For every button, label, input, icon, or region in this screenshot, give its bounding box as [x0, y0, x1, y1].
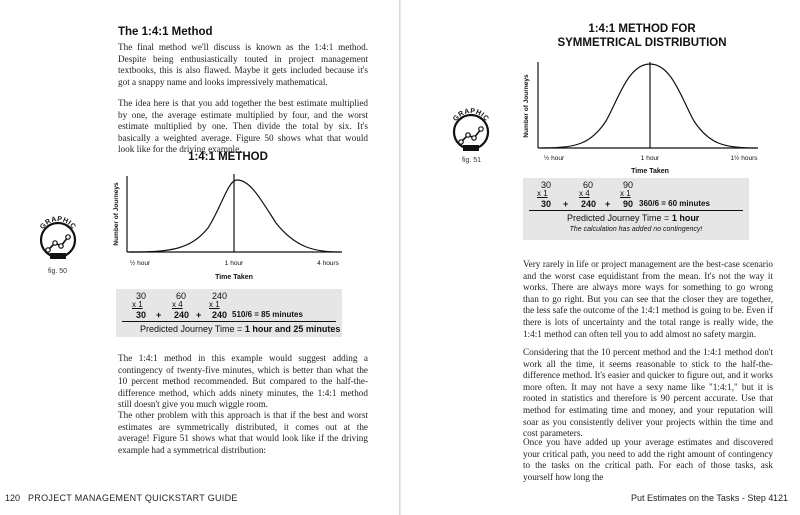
calc-multiplier: x 1: [132, 300, 143, 309]
calc-multiplier: x 1: [537, 189, 548, 198]
graphic-badge-label: GRAPHIC: [39, 215, 77, 231]
calc-multiplier: x 4: [172, 300, 183, 309]
bell-curve-chart: [110, 168, 350, 286]
section-heading: The 1:4:1 Method: [118, 26, 213, 38]
paragraph-intro: The final method we'll discuss is known as the 1:4:1 method. Despite being enthusiastically touted in project management textbooks, this is also flawed. Maybe it gets included because it's got a snappy name and looks impressively mathematical.: [118, 42, 368, 87]
calc-value: 30: [541, 180, 552, 190]
calc-plus: +: [563, 199, 569, 209]
page-number: 120: [5, 493, 21, 503]
x-tick-label: ½ hour: [129, 260, 151, 267]
paragraph-recommendation: Considering that the 10 percent method and the 1:4:1 method don't work all the time, it seems reasonable to stick to the half-the-difference method. It's easier and quicker to figure out, and it works more often. It may not have a sexy name like "1:4:1," but it is rooted in statistics and therefore is 90 percent accurate. Use that method for estimating time and money, and your reputation will soar as you consistently deliver your projects within the time and cost parameters.: [523, 347, 773, 439]
predicted-time: Predicted Journey Time = 1 hour: [567, 213, 700, 223]
x-tick-label: 1 hour: [640, 155, 660, 162]
calc-value: 60: [583, 180, 594, 190]
calc-plus: +: [605, 199, 611, 209]
calc-multiplier: x 4: [579, 189, 590, 198]
calc-note: The calculation has added no contingency!: [569, 226, 703, 233]
calc-result: 360/6 = 60 minutes: [639, 199, 710, 208]
calculation-box: [116, 289, 342, 337]
calc-value: 60: [176, 291, 187, 301]
page-number: 121: [773, 493, 789, 503]
chart-title: 1:4:1 METHOD FOR SYMMETRICAL DISTRIBUTION: [557, 23, 727, 49]
right-page: [401, 0, 800, 515]
graphic-badge-icon: [33, 212, 83, 268]
running-footer-title: PROJECT MANAGEMENT QUICKSTART GUIDE: [28, 493, 238, 503]
symmetric-bell-curve-chart: [516, 56, 766, 176]
x-tick-label: 1 hour: [224, 260, 244, 267]
calc-product: 240: [581, 199, 597, 209]
calculation-box: [523, 178, 749, 240]
graphic-badge-icon: [446, 104, 496, 160]
calc-plus: +: [156, 310, 162, 320]
calc-product: 90: [623, 199, 634, 209]
x-axis-label: Time Taken: [631, 168, 669, 175]
calc-product: 240: [174, 310, 190, 320]
calc-value: 30: [136, 291, 147, 301]
figure-caption: fig. 50: [48, 268, 68, 275]
y-axis-label: Number of Journeys: [113, 182, 120, 246]
graphic-badge-label: GRAPHIC: [452, 107, 490, 123]
left-page: [0, 0, 399, 515]
predicted-time: Predicted Journey Time = 1 hour and 25 minutes: [140, 324, 341, 334]
x-tick-label: ½ hour: [543, 155, 565, 162]
running-footer-title: Put Estimates on the Tasks - Step 4: [631, 493, 774, 503]
x-tick-label: 1½ hours: [730, 155, 758, 162]
y-axis-label: Number of Journeys: [523, 74, 530, 138]
paragraph-critical-path: Once you have added up your average estimates and discovered your critical path, you need to add the right amount of contingency to the tasks on the critical path. For each of those tasks, ask yourself how long the: [523, 437, 773, 482]
chart-title: 1:4:1 METHOD: [188, 151, 268, 163]
x-tick-label: 4 hours: [317, 260, 339, 267]
x-axis-label: Time Taken: [215, 274, 253, 281]
figure-caption: fig. 51: [462, 157, 482, 164]
calc-product: 30: [136, 310, 147, 320]
paragraph-reality: Very rarely in life or project management are the best-case scenario and the worst case equidistant from the mean. It's not the way it works. There are always more ways for something to go wrong than to go right. But you can see that the closer they are together, the less safe the outcome of the 1:4:1 method is going to be. Even if there is lots of uncertainty and the total range is really wide, the 1:4:1 method can often tell you to add almost no safety margin.: [523, 259, 773, 339]
paragraph-method-explanation: The idea here is that you add together the best estimate multiplied by one, the average estimate multiplied by four, and the worst estimate multiplied by one. Then divide the total by six. It's basically a weighted average. Figure 50 shows what that would look like for the driving example.: [118, 98, 368, 155]
calc-plus: +: [196, 310, 202, 320]
paragraph-contingency: The 1:4:1 method in this example would suggest adding a contingency of twenty-five minutes, which is better than what the 10 percent method recommended. But compared to the half-the-difference method, which adds ninety minutes, the 1:4:1 method still doesn't give you much wiggle room.: [118, 353, 368, 410]
calc-value: 240: [212, 291, 228, 301]
calc-product: 30: [541, 199, 552, 209]
calc-result: 510/6 = 85 minutes: [232, 310, 303, 319]
calc-product: 240: [212, 310, 228, 320]
calc-multiplier: x 1: [209, 300, 220, 309]
calc-multiplier: x 1: [620, 189, 631, 198]
distribution-curve: [542, 64, 756, 148]
paragraph-symmetric-problem: The other problem with this approach is that if the best and worst estimates are symmetrically distributed, it comes out at the average! Figure 51 shows what that would look like if the driving example had a symmetrical distribution:: [118, 410, 368, 455]
calc-value: 90: [623, 180, 634, 190]
